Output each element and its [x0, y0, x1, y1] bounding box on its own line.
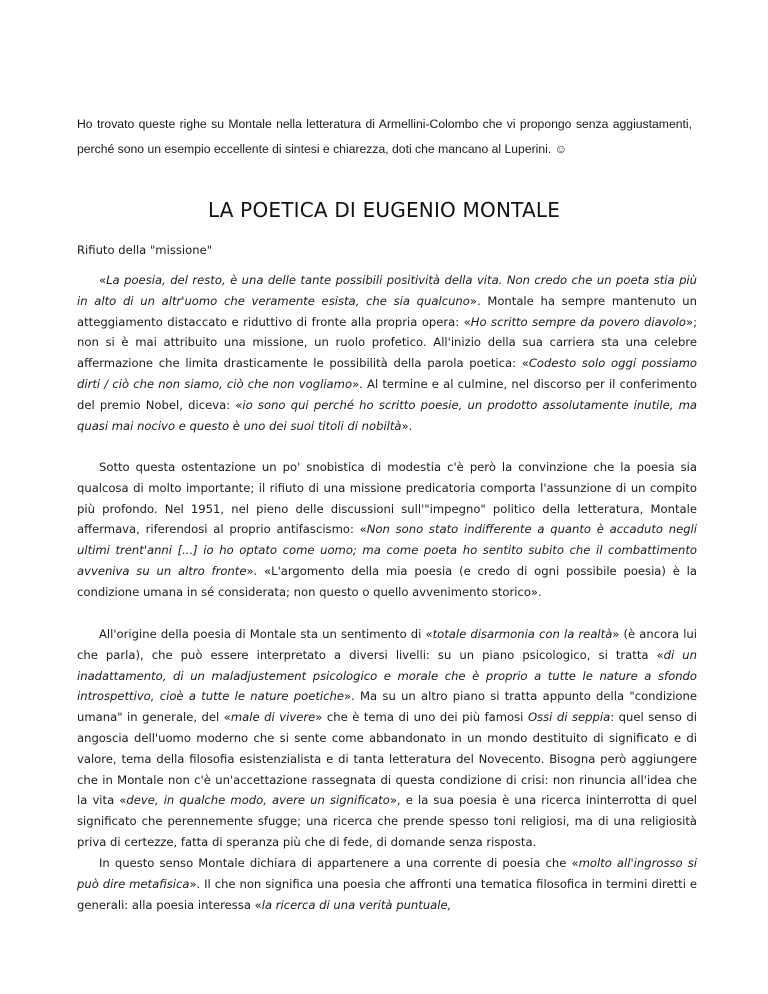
text-run: In questo senso Montale dichiara di appartenere a una corrente di poesia che « — [99, 856, 579, 870]
quote: Ho scritto sempre da povero diavolo — [470, 314, 686, 329]
book-title: Ossi di seppia — [527, 710, 611, 725]
page-title: LA POETICA DI EUGENIO MONTALE — [207, 198, 561, 222]
text-run: : quel senso di angoscia dell'uomo moderno che si sente come abbandonato in un mondo destituito di significato e di valore, tema della filosofia esistenzialista e di tanta letteratura del Novecento. Bisogna però aggiungere che in Montale non c'è un'accettazione rassegnata di questa condizione di crisi: non rinuncia all'idea che la vita « — [77, 710, 697, 808]
quote: La poesia, del resto, è una delle tante possibili positività della vita. Non credo che un poeta stia più in alto di un altr'uomo che veramente esista, che sia qualcuno — [77, 273, 697, 308]
paragraph-3 — [77, 624, 697, 853]
quote: Non sono stato indifferente a quanto è accaduto negli ultimi trent'anni [...] io ho optato come uomo; ma come poeta ho sentito subito che il combattimento avveniva su un altro fronte — [77, 522, 698, 578]
text-run: ». Ma su un altro piano si tratta appunto della "condizione umana" in generale, del « — [77, 689, 697, 725]
text-run: ». — [401, 418, 413, 433]
text-run: ». Al termine e al culmine, nel discorso per il conferimento del premio Nobel, diceva: « — [77, 376, 697, 412]
paragraph-4 — [77, 853, 697, 915]
text-run: ». «L'argomento della mia poesia (e credo di ogni possibile poesia) è la condizione umana in sé considerata; non questo o quello avvenimento storico». — [77, 563, 697, 599]
text-run: »; non si è mai attribuito una missione, un ruolo profetico. All'inizio della sua carriera sta una celebre affermazione che limita drasticamente le possibilità della parola poetica: « — [77, 314, 697, 371]
text-run: ». Il che non significa una poesia che affronti una tematica filosofica in termini diretti e generali: alla poesia interessa « — [77, 876, 697, 912]
quote: totale disarmonia con la realtà — [432, 627, 613, 641]
quote: Codesto solo oggi possiamo dirti / ciò che non siamo, ciò che non vogliamo — [77, 356, 697, 391]
quote: male di vivere — [230, 710, 316, 725]
text-run: ». Montale ha sempre mantenuto un atteggiamento distaccato e riduttivo di fronte alla propria opera: « — [77, 293, 697, 329]
quote: la ricerca di una verità puntuale, — [261, 897, 452, 912]
text-run: All'origine della poesia di Montale sta un sentimento di « — [99, 627, 433, 641]
text-run: » (è ancora lui che parla), che può essere interpretato a diversi livelli: su un piano psicologico, si tratta « — [77, 627, 697, 662]
section-heading: Rifiuto della "missione" — [77, 243, 213, 257]
paragraph-1 — [77, 270, 697, 436]
quote: deve, in qualche modo, avere un significato — [126, 793, 390, 808]
smiley-icon: ☺ — [554, 142, 568, 156]
text-run: « — [99, 273, 107, 287]
quote: io sono qui perché ho scritto poesie, un prodotto assolutamente inutile, ma quasi mai nocivo e questo è uno dei suoi titoli di nobiltà — [77, 397, 697, 433]
quote: molto all'ingrosso si può dire metafisica — [77, 856, 697, 891]
quote: di un inadattamento, di un maladjustement psicologico e morale che è proprio a tutte le nature a sfondo introspettivo, cioè a tutte le nature poetiche — [77, 647, 697, 704]
intro-text: Ho trovato queste righe su Montale nella letteratura di Armellini-Colombo che vi propongo senza aggiustamenti, perché sono un esempio eccellente di sintesi e chiarezza, doti che mancano al Luperini. — [77, 117, 692, 156]
text-run: » che è tema di uno dei più famosi — [315, 710, 528, 725]
text-run: », e la sua poesia è una ricerca ininterrotta di quel significato che perennemente sfugge; una ricerca che prende spesso toni religiosi, ma di una religiosità priva di certezze, fatta di speranza più che di fede, di domande senza risposta. — [77, 793, 697, 849]
intro-note — [77, 112, 692, 162]
text-run: Sotto questa ostentazione un po' snobistica di modestia c'è però la convinzione che la poesia sia qualcosa di molto importante; il rifiuto di una missione predicatoria comporta l'assunzione di un compito più profondo. Nel 1951, nel pieno delle discussioni sull'"impegno" politico della letteratura, Montale affermava, riferendosi al proprio antifascismo: « — [77, 460, 697, 537]
paragraph-2 — [77, 457, 697, 603]
